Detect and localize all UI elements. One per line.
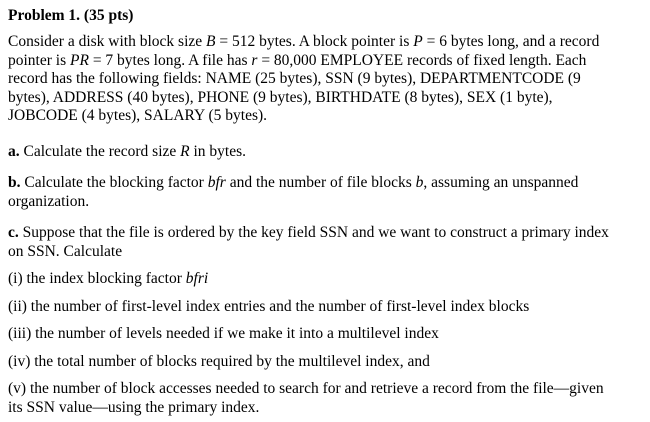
problem-intro: Consider a disk with block size B = 512 bytes. A block pointer is P = 6 bytes long, and a record pointer is PR = 7 bytes long. A file has r = 80,000 EMPLOYEE records of fixed length. Each record has the following fields: NAME (25 bytes), SSN (9 bytes), DEPARTMENTCODE (9 bytes), ADDRESS (40 bytes), PHONE (9 bytes), BIRTHDATE (8 bytes), SEX (1 byte), JOBCODE (4 bytes), SALARY (5 bytes). [8,33,600,124]
question-c-iv: (iv) the total number of blocks required by the multilevel index, and [8,352,430,370]
question-c-v: (v) the number of block accesses needed to search for and retrieve a record from the file—given its SSN value—using the primary index. [8,380,604,416]
question-b: b. Calculate the blocking factor bfr and the number of file blocks b, assuming an unspanned organization. [8,174,579,210]
question-c-ii: (ii) the number of first-level index entries and the number of first-level index blocks [8,297,530,315]
question-c-i: (i) the index blocking factor bfri [8,270,209,287]
question-c: c. Suppose that the file is ordered by the key field SSN and we want to construct a primary index on SSN. Calculate [8,224,609,260]
problem-title: Problem 1. (35 pts) [8,7,134,24]
question-a: a. Calculate the record size R in bytes. [8,142,247,160]
question-c-iii: (iii) the number of levels needed if we make it into a multilevel index [8,325,439,342]
